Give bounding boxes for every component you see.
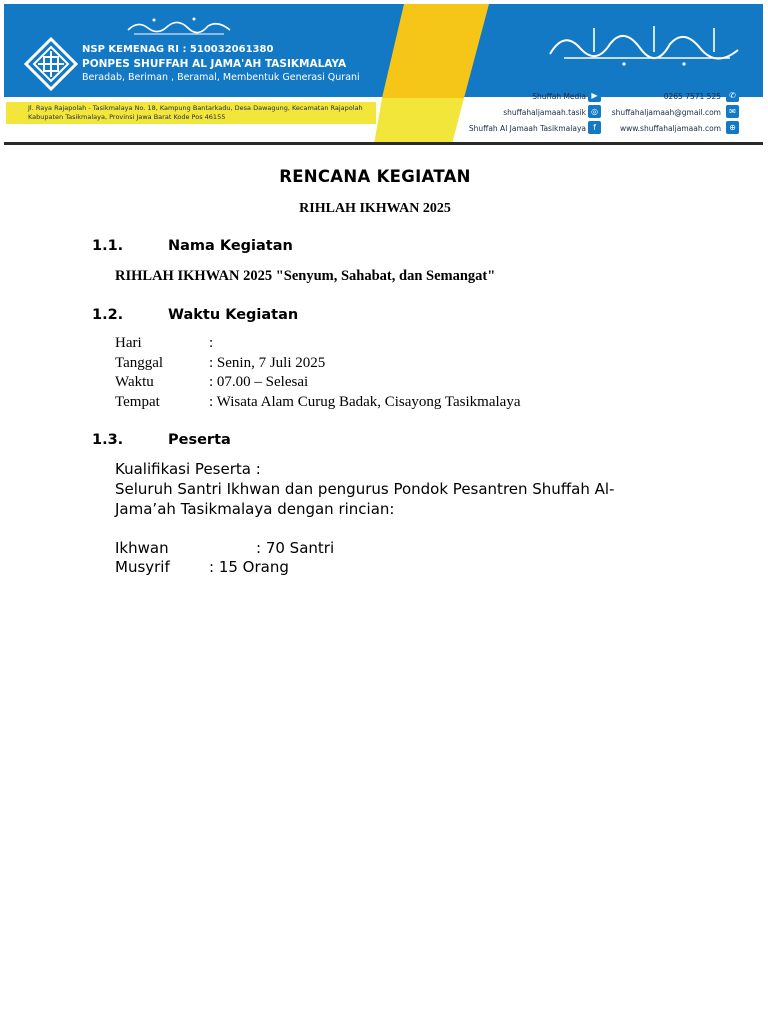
document-subtitle: RIHLAH IKHWAN 2025	[299, 201, 451, 216]
participant-description-line-1: Seluruh Santri Ikhwan dan pengurus Pondok Pesantren Shuffah Al-	[115, 480, 615, 498]
letterhead-yellow-accent	[374, 4, 489, 144]
facebook-icon: f	[588, 121, 601, 134]
bismillah-calligraphy-icon	[124, 14, 234, 38]
value-tanggal: : Senin, 7 Juli 2025	[209, 355, 326, 371]
section-number-1-1: 1.1.	[92, 238, 124, 254]
value-hari: :	[209, 335, 214, 351]
value-musyrif: : 15 Orang	[209, 558, 289, 576]
section-title-peserta: Peserta	[168, 432, 231, 448]
section-title-nama-kegiatan: Nama Kegiatan	[168, 238, 293, 254]
letterhead	[4, 4, 763, 145]
contact-email[interactable]: shuffahaljamaah@gmail.com	[611, 108, 721, 117]
value-ikhwan: : 70 Santri	[256, 539, 335, 557]
value-waktu: : 07.00 – Selesai	[209, 374, 309, 390]
youtube-icon: ▶	[588, 89, 601, 102]
address-line-2: Kabupaten Tasikmalaya, Provinsi Jawa Barat Kode Pos 46155	[28, 113, 226, 121]
school-logo-icon	[24, 37, 78, 91]
value-tempat: : Wisata Alam Curug Badak, Cisayong Tasikmalaya	[209, 394, 521, 410]
letterhead-divider	[4, 142, 763, 145]
contact-website[interactable]: www.shuffahaljamaah.com	[619, 124, 721, 133]
contact-instagram[interactable]: shuffahaljamaah.tasik	[503, 108, 586, 117]
label-tanggal: Tanggal	[115, 355, 164, 371]
contact-phone[interactable]: 0265 7571 525	[663, 92, 721, 101]
document-title: RENCANA KEGIATAN	[279, 167, 471, 186]
contact-youtube[interactable]: Shuffah Media	[532, 92, 586, 101]
participant-description-line-2: Jama’ah Tasikmalaya dengan rincian:	[115, 500, 395, 518]
label-waktu: Waktu	[115, 374, 154, 390]
label-musyrif: Musyrif	[115, 558, 170, 576]
globe-icon: ⊕	[726, 121, 739, 134]
address-bar	[6, 102, 376, 124]
section-number-1-3: 1.3.	[92, 432, 124, 448]
address-line-1: Jl. Raya Rajapolah - Tasikmalaya No. 18, Kampung Bantarkadu, Desa Dawagung, Kecamatan Rajapolah	[28, 104, 363, 112]
activity-name: RIHLAH IKHWAN 2025 "Senyum, Sahabat, dan Semangat"	[115, 268, 496, 284]
section-number-1-2: 1.2.	[92, 307, 124, 323]
phone-icon: ✆	[726, 89, 739, 102]
label-ikhwan: Ikhwan	[115, 539, 169, 557]
instagram-icon: ◎	[588, 105, 601, 118]
nsp-number: NSP KEMENAG RI : 510032061380	[82, 44, 274, 55]
label-tempat: Tempat	[115, 394, 160, 410]
section-title-waktu-kegiatan: Waktu Kegiatan	[168, 307, 299, 323]
arabic-calligraphy-icon	[544, 18, 744, 68]
institution-tagline: Beradab, Beriman , Beramal, Membentuk Generasi Qurani	[82, 72, 360, 83]
institution-name: PONPES SHUFFAH AL JAMA'AH TASIKMALAYA	[82, 58, 347, 70]
mail-icon: ✉	[726, 105, 739, 118]
label-hari: Hari	[115, 335, 142, 351]
contact-facebook[interactable]: Shuffah Al Jamaah Tasikmalaya	[468, 124, 586, 133]
participant-qualification-label: Kualifikasi Peserta :	[115, 460, 261, 478]
